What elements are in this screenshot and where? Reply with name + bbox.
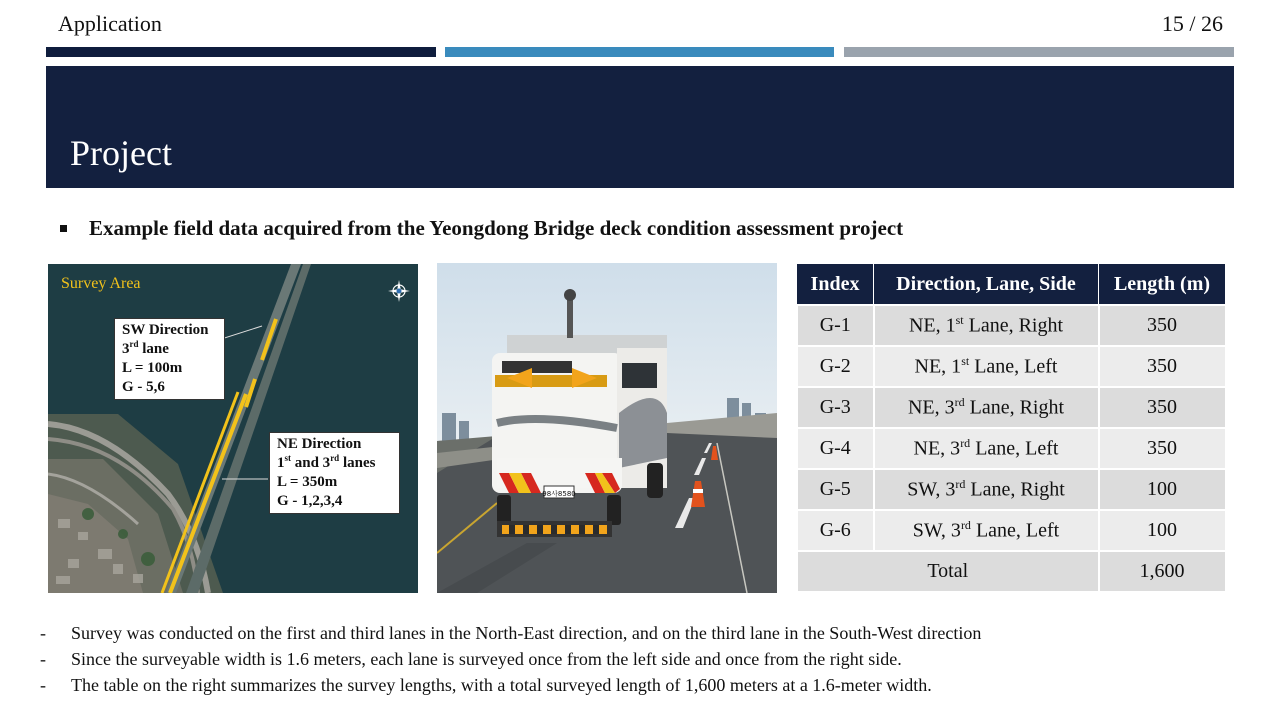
cell-direction: NE, 1st Lane, Left xyxy=(874,346,1099,387)
cell-direction: NE, 1st Lane, Right xyxy=(874,305,1099,346)
table-row xyxy=(797,305,1226,346)
page-number: 15 / 26 xyxy=(1161,11,1223,36)
header-bar-gray xyxy=(844,47,1234,57)
table-total-row xyxy=(797,551,1226,592)
cell-index: G-4 xyxy=(797,428,874,469)
bullet-heading xyxy=(58,216,903,241)
license-plate-text: 98사8580 xyxy=(542,490,576,498)
title-banner xyxy=(46,66,1234,188)
survey-area-map xyxy=(48,264,418,593)
table-row xyxy=(797,428,1226,469)
total-label: Total xyxy=(797,551,1099,592)
table-row xyxy=(797,469,1226,510)
list-item xyxy=(40,620,981,646)
cell-length: 350 xyxy=(1099,305,1226,346)
list-item xyxy=(40,672,981,698)
dash-marker: - xyxy=(40,649,46,669)
sw-direction-callout: SW Direction 3rd lane L = 100m G - 5,6 xyxy=(114,318,225,400)
cell-length: 350 xyxy=(1099,387,1226,428)
table-row xyxy=(797,510,1226,551)
compass-rose-icon xyxy=(388,280,410,302)
header-bar-navy xyxy=(46,47,436,57)
cell-length: 100 xyxy=(1099,469,1226,510)
vehicle-illustration xyxy=(437,263,777,593)
table-row xyxy=(797,387,1226,428)
cell-direction: SW, 3rd Lane, Left xyxy=(874,510,1099,551)
cell-length: 350 xyxy=(1099,428,1226,469)
survey-area-label: Survey Area xyxy=(61,275,141,292)
cell-index: G-3 xyxy=(797,387,874,428)
dash-marker: - xyxy=(40,675,46,695)
cell-length: 100 xyxy=(1099,510,1226,551)
table-row xyxy=(797,346,1226,387)
col-header-direction: Direction, Lane, Side xyxy=(874,264,1099,305)
note-text: Since the surveyable width is 1.6 meters, each lane is surveyed once from the left side and once from the right side. xyxy=(71,649,902,669)
list-item xyxy=(40,646,981,672)
slide-title: Project xyxy=(70,133,172,173)
bullet-text: Example field data acquired from the Yeongdong Bridge deck condition assessment project xyxy=(89,216,904,240)
notes-list xyxy=(40,620,981,698)
cell-index: G-1 xyxy=(797,305,874,346)
cell-index: G-2 xyxy=(797,346,874,387)
section-title: Application xyxy=(58,11,162,36)
col-header-index: Index xyxy=(797,264,874,305)
cell-direction: SW, 3rd Lane, Right xyxy=(874,469,1099,510)
ne-direction-callout: NE Direction 1st and 3rd lanes L = 350m G - 1,2,3,4 xyxy=(269,432,400,514)
cell-direction: NE, 3rd Lane, Left xyxy=(874,428,1099,469)
total-value: 1,600 xyxy=(1099,551,1226,592)
cell-length: 350 xyxy=(1099,346,1226,387)
note-text: The table on the right summarizes the survey lengths, with a total surveyed length of 1,600 meters at a 1.6-meter width. xyxy=(71,675,932,695)
cell-index: G-5 xyxy=(797,469,874,510)
square-bullet-icon xyxy=(60,225,67,232)
note-text: Survey was conducted on the first and third lanes in the North-East direction, and on the third lane in the South-West direction xyxy=(71,623,982,643)
table-header-row xyxy=(797,264,1226,305)
cell-direction: NE, 3rd Lane, Right xyxy=(874,387,1099,428)
survey-vehicle-photo xyxy=(437,263,777,593)
satellite-image xyxy=(48,264,418,593)
header-bar-blue xyxy=(445,47,834,57)
survey-length-table xyxy=(796,264,1227,593)
cell-index: G-6 xyxy=(797,510,874,551)
col-header-length: Length (m) xyxy=(1099,264,1226,305)
dash-marker: - xyxy=(40,623,46,643)
